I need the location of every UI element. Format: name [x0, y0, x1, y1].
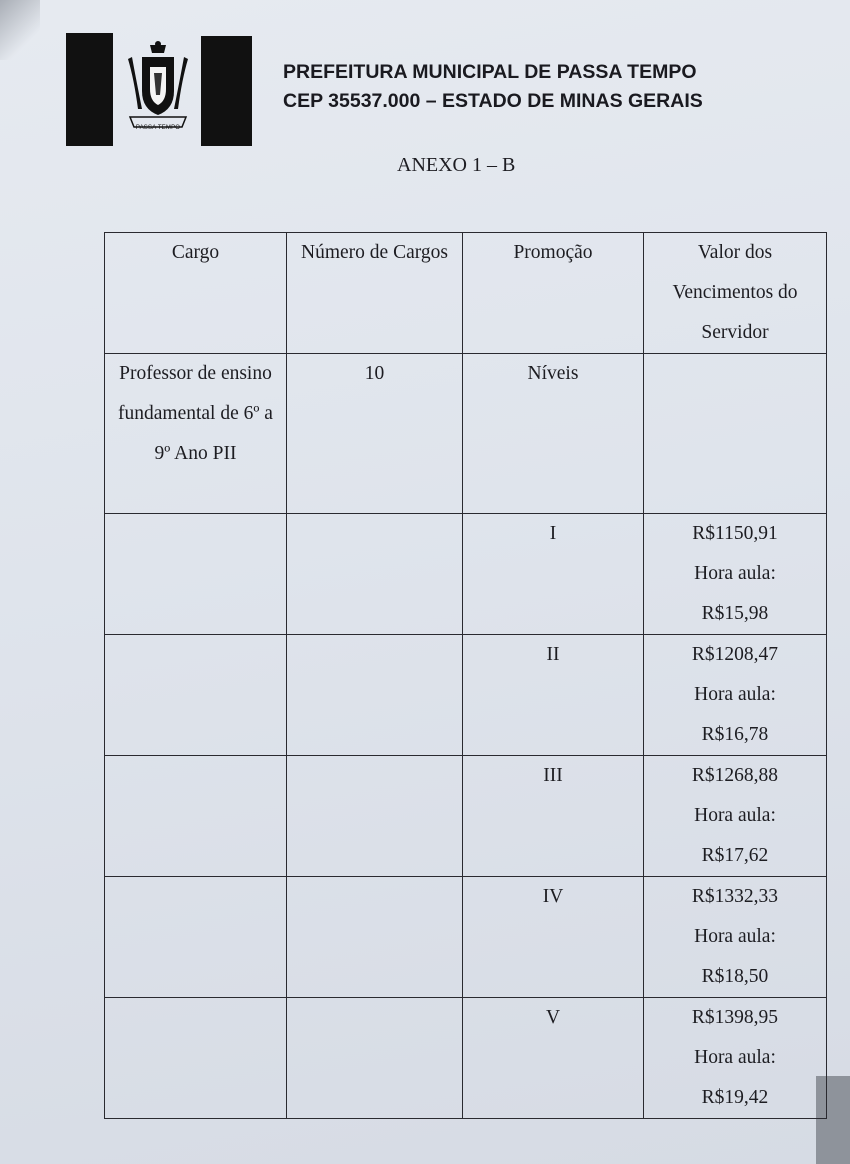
municipal-crest [66, 33, 252, 146]
hourly-label: Hora aula: [694, 926, 776, 947]
header-numero-cargos: Número de Cargos [287, 233, 463, 354]
crest-bar-left [66, 33, 113, 146]
hourly-value: R$16,78 [701, 724, 769, 745]
letterhead [283, 58, 703, 116]
hourly-value: R$19,42 [701, 1087, 769, 1108]
page-edge-shadow [0, 0, 40, 60]
cargo-cell [105, 998, 287, 1119]
salary-value: R$1150,91 [692, 523, 778, 544]
table-row [105, 635, 827, 756]
level-cell: II [463, 635, 644, 756]
valor-cell [644, 756, 827, 877]
salary-value: R$1208,47 [691, 644, 779, 665]
salary-value: R$1268,88 [691, 765, 779, 786]
coat-of-arms-icon [120, 39, 196, 139]
salary-value: R$1332,33 [691, 886, 779, 907]
table-row [105, 877, 827, 998]
level-cell: I [463, 514, 644, 635]
promocao-cell: Níveis [463, 354, 644, 514]
numero-cell [287, 756, 463, 877]
valor-cell [644, 998, 827, 1119]
level-cell: IV [463, 877, 644, 998]
table-row [105, 756, 827, 877]
cargo-cell [105, 877, 287, 998]
crest-bar-right [201, 36, 252, 146]
level-cell: III [463, 756, 644, 877]
numero-cell: 10 [287, 354, 463, 514]
valor-cell [644, 354, 827, 514]
cargo-cell [105, 635, 287, 756]
hourly-value: R$17,62 [701, 845, 769, 866]
numero-cell [287, 877, 463, 998]
letterhead-line-1: PREFEITURA MUNICIPAL DE PASSA TEMPO [283, 61, 697, 83]
valor-cell [644, 635, 827, 756]
numero-cell [287, 998, 463, 1119]
hourly-label: Hora aula: [694, 805, 776, 826]
hourly-label: Hora aula: [694, 1047, 776, 1068]
numero-cell [287, 514, 463, 635]
hourly-label: Hora aula: [694, 684, 776, 705]
header-promocao: Promoção [463, 233, 644, 354]
cargo-cell: Professor de ensino fundamental de 6º a 9º Ano PII [105, 354, 287, 514]
table-row [105, 998, 827, 1119]
hourly-value: R$18,50 [701, 966, 769, 987]
letterhead-line-2: CEP 35537.000 – ESTADO DE MINAS GERAIS [283, 90, 703, 112]
header-cargo: Cargo [105, 233, 287, 354]
hourly-value: R$15,98 [701, 603, 769, 624]
emblem-label: PASSA TEMPO [135, 125, 181, 131]
cargo-cell [105, 514, 287, 635]
level-cell: V [463, 998, 644, 1119]
table-row [105, 354, 827, 514]
salary-value: R$1398,95 [691, 1007, 779, 1028]
table-row [105, 514, 827, 635]
numero-cell [287, 635, 463, 756]
salary-table [104, 232, 827, 1119]
cargo-cell [105, 756, 287, 877]
hourly-label: Hora aula: [694, 563, 776, 584]
valor-cell [644, 514, 827, 635]
annex-title: ANEXO 1 – B [397, 154, 516, 176]
valor-cell [644, 877, 827, 998]
table-header-row [105, 233, 827, 354]
header-valor-vencimentos: Valor dos Vencimentos do Servidor [644, 233, 827, 354]
